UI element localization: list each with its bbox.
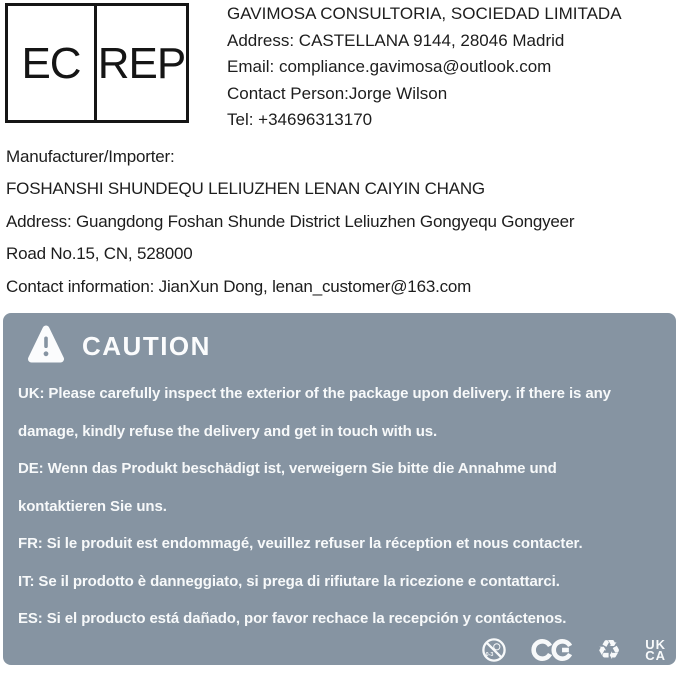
caution-title: CAUTION xyxy=(82,330,211,361)
rep-address: Address: CASTELLANA 9144, 28046 Madrid xyxy=(227,30,565,50)
rep-company-name: GAVIMOSA CONSULTORIA, SOCIEDAD LIMITADA xyxy=(227,4,622,23)
caution-line-de-1: DE: Wenn das Produkt beschädigt ist, verweigern Sie bitte die Annahme und xyxy=(18,460,557,477)
manufacturer-contact: Contact information: JianXun Dong, lenan_customer@163.com xyxy=(6,276,472,296)
caution-line-es: ES: Si el producto está dañado, por favor rechace la recepción y contáctenos. xyxy=(18,610,567,627)
caution-line-uk-1: UK: Please carefully inspect the exterior of the package upon delivery. if there is any xyxy=(18,385,611,402)
caution-line-it: IT: Se il prodotto è danneggiato, si prega di rifiutare la ricezione e contattarci. xyxy=(18,572,560,590)
manufacturer-name: FOSHANSHI SHUNDEQU LELIUZHEN LENAN CAIYIN CHANG xyxy=(6,179,485,199)
rep-contact-person: Contact Person:Jorge Wilson xyxy=(227,83,448,103)
caution-panel xyxy=(3,313,676,665)
ukca-line2: CA xyxy=(645,648,666,663)
caution-header xyxy=(28,322,211,366)
ukca-mark-icon xyxy=(645,639,666,661)
recycling-icon: ♻ xyxy=(597,635,622,665)
manufacturer-address-line2: Road No.15, CN, 528000 xyxy=(6,244,193,264)
caution-body xyxy=(18,383,666,646)
caution-line-fr: FR: Si le produit est endommagé, veuillez refuser la réception et nous contacter. xyxy=(18,535,583,552)
caution-line-uk-2: damage, kindly refuse the delivery and get in touch with us. xyxy=(18,422,438,440)
age-warning-0-3-icon xyxy=(481,637,507,663)
ec-rep-symbol-rep: REP xyxy=(97,39,186,88)
warning-triangle-icon xyxy=(28,322,64,366)
ec-rep-symbol-ec: EC xyxy=(8,6,97,120)
rep-tel: Tel: +34696313170 xyxy=(227,110,373,130)
svg-text:0-3: 0-3 xyxy=(485,651,494,658)
compliance-icons-row xyxy=(457,637,666,663)
caution-line-de-2: kontaktieren Sie uns. xyxy=(18,497,167,515)
ce-mark-icon xyxy=(531,638,573,662)
manufacturer-info xyxy=(6,141,574,303)
ukca-line1: UK xyxy=(645,637,666,652)
manufacturer-heading: Manufacturer/Importer: xyxy=(6,147,175,166)
authorized-rep-info xyxy=(227,1,622,134)
rep-email: Email: compliance.gavimosa@outlook.com xyxy=(227,57,552,77)
manufacturer-address-line1: Address: Guangdong Foshan Shunde District Leliuzhen Gongyequ Gongyeer xyxy=(6,211,575,231)
ec-rep-symbol xyxy=(5,3,189,123)
